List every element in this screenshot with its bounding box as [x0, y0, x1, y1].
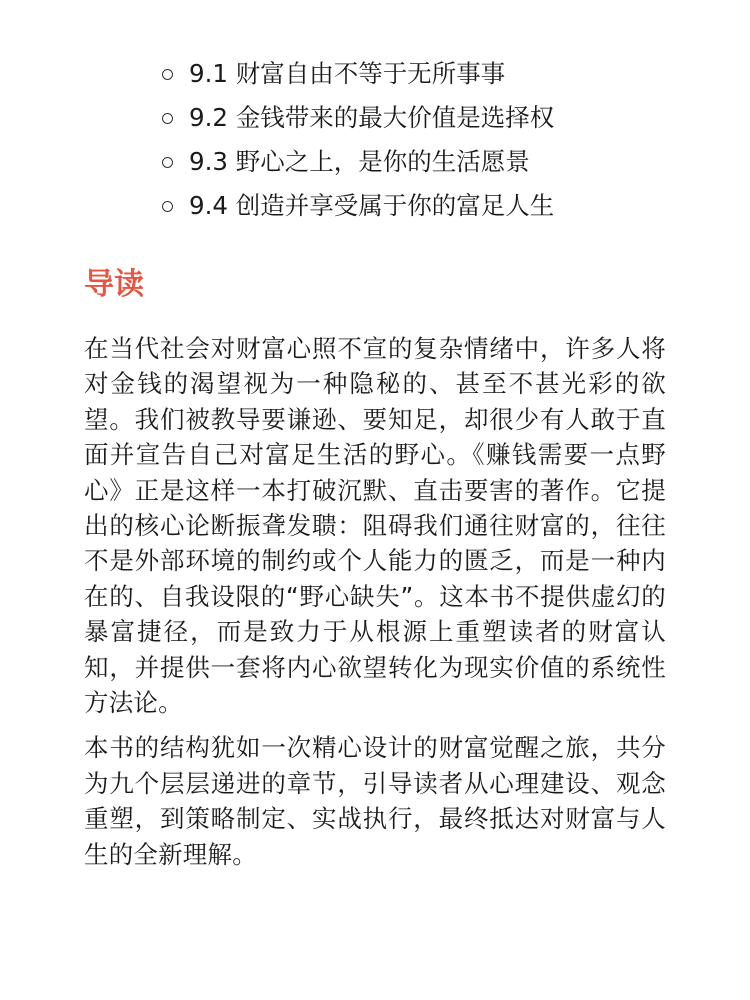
- hollow-circle-bullet-icon: [162, 157, 173, 168]
- toc-item[interactable]: [162, 140, 666, 184]
- table-of-contents: [162, 52, 666, 228]
- hollow-circle-bullet-icon: [162, 201, 173, 212]
- intro-paragraph: 在当代社会对财富心照不宣的复杂情绪中，许多人将对金钱的渴望视为一种隐秘的、甚至不甚光彩的欲望。我们被教导要谦逊、要知足，却很少有人敢于直面并宣告自己对富足生活的野心。《赚钱需要一点野心》正是这样一本打破沉默、直击要害的著作。它提出的核心论断振聋发聩：阻碍我们通往财富的，往往不是外部环境的制约或个人能力的匮乏，而是一种内在的、自我设限的“野心缺失”。这本书不提供虚幻的暴富捷径，而是致力于从根源上重塑读者的财富认知，并提供一套将内心欲望转化为现实价值的系统性方法论。: [84, 334, 666, 718]
- toc-item[interactable]: [162, 52, 666, 96]
- structure-paragraph: 本书的结构犹如一次精心设计的财富觉醒之旅，共分为九个层层递进的章节，引导读者从心理建设、观念重塑，到策略制定、实战执行，最终抵达对财富与人生的全新理解。: [84, 733, 666, 869]
- toc-item-label: 9.2 金钱带来的最大价值是选择权: [189, 103, 555, 132]
- toc-item-label: 9.4 创造并享受属于你的富足人生: [189, 191, 555, 220]
- section-heading: 导读: [84, 267, 144, 302]
- toc-item[interactable]: [162, 96, 666, 140]
- toc-item-label: 9.1 财富自由不等于无所事事: [189, 59, 506, 88]
- hollow-circle-bullet-icon: [162, 113, 173, 124]
- hollow-circle-bullet-icon: [162, 69, 173, 80]
- toc-item[interactable]: [162, 184, 666, 228]
- toc-item-label: 9.3 野心之上，是你的生活愿景: [189, 147, 530, 176]
